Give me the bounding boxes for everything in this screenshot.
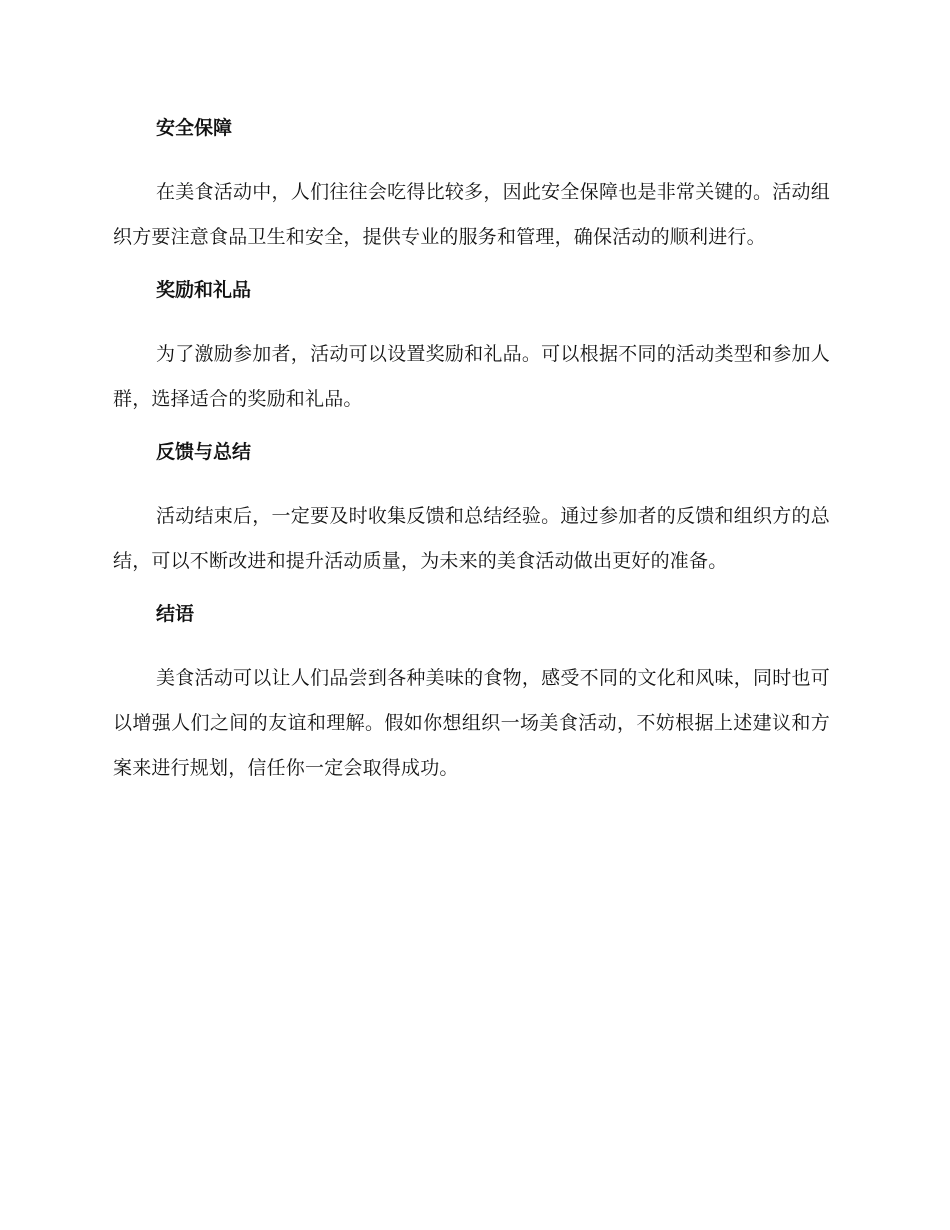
section-paragraph: 活动结束后，一定要及时收集反馈和总结经验。通过参加者的反馈和组织方的总结，可以不断改进和提升活动质量，为未来的美食活动做出更好的准备。	[113, 505, 830, 572]
section-heading: 反馈与总结	[156, 441, 252, 463]
section-safety	[113, 112, 830, 260]
section-heading: 安全保障	[156, 117, 233, 139]
section-heading: 奖励和礼品	[156, 279, 252, 301]
section-paragraph: 在美食活动中，人们往往会吃得比较多，因此安全保障也是非常关键的。活动组织方要注意食品卫生和安全，提供专业的服务和管理，确保活动的顺利进行。	[113, 181, 830, 248]
section-rewards	[113, 274, 830, 422]
section-conclusion	[113, 598, 830, 791]
section-paragraph: 为了激励参加者，活动可以设置奖励和礼品。可以根据不同的活动类型和参加人群，选择适合的奖励和礼品。	[113, 343, 830, 410]
section-feedback	[113, 436, 830, 584]
section-paragraph: 美食活动可以让人们品尝到各种美味的食物，感受不同的文化和风味，同时也可以增强人们之间的友谊和理解。假如你想组织一场美食活动，不妨根据上述建议和方案来进行规划，信任你一定会取得成功。	[113, 667, 830, 779]
section-heading: 结语	[156, 603, 195, 625]
